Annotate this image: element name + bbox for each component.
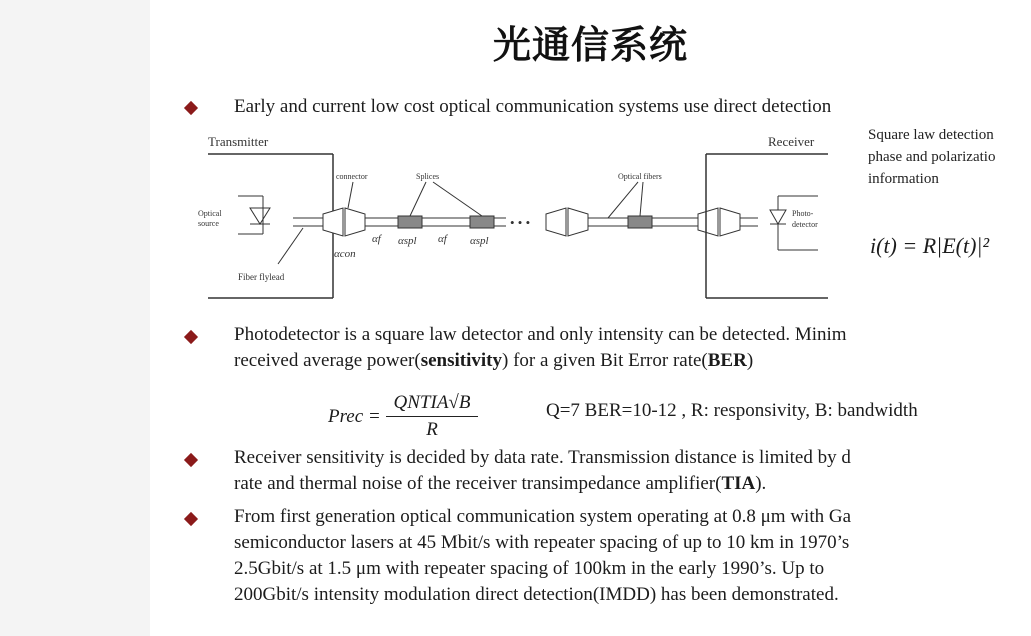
bullet-marker [184, 330, 198, 344]
bullet-marker [184, 453, 198, 467]
transmitter-label: Transmitter [208, 134, 269, 149]
bullet-marker [184, 512, 198, 526]
bullet-marker [184, 101, 198, 115]
connector-label: connector [336, 172, 368, 181]
alpha-con-label: αcon [334, 248, 356, 260]
note-line: information [868, 171, 939, 187]
connector-icon [323, 208, 343, 236]
square-law-note [868, 124, 995, 190]
optical-link-diagram [188, 124, 878, 314]
bullet-4-line-3: 2.5Gbit/s at 1.5 μm with repeater spacing of 100km in the early 1990’s. Up to [234, 558, 825, 579]
formula-denominator: R [426, 419, 438, 440]
receiver-label: Receiver [768, 134, 815, 149]
optical-source-label-1: Optical [198, 209, 222, 218]
bullet-3-line-1: Receiver sensitivity is decided by data rate. Transmission distance is limited by d [234, 447, 851, 468]
formula-parameters: Q=7 BER=10-12 , R: responsivity, B: bandwidth [546, 400, 918, 421]
bullet-2-line-2: received average power(sensitivity) for a given Bit Error rate(BER) [234, 350, 754, 371]
ellipsis-dots: • • • [510, 215, 531, 230]
formula-fraction [386, 392, 478, 441]
splices-label: Splices [416, 172, 440, 181]
optical-fibers-label: Optical fibers [618, 172, 662, 181]
photodetector-icon [770, 210, 786, 224]
alpha-f-label: αf [372, 233, 381, 245]
alpha-spl-label: αspl [470, 235, 489, 247]
optical-source-label-2: source [198, 219, 219, 228]
alpha-spl-label: αspl [398, 235, 417, 247]
alpha-f-label: αf [438, 233, 447, 245]
splice-icon [628, 216, 652, 228]
left-margin [0, 0, 150, 636]
laser-diode-icon [250, 208, 270, 224]
bullet-4-line-2: semiconductor lasers at 45 Mbit/s with repeater spacing of up to 10 km in 1970’s [234, 532, 850, 553]
photodetector-label-1: Photo- [792, 209, 814, 218]
note-line: Square law detection [868, 127, 994, 143]
slide [150, 0, 1031, 636]
note-line: phase and polarizatio [868, 149, 996, 165]
bullet-4-line-1: From first generation optical communication system operating at 0.8 μm with Ga [234, 506, 851, 527]
splice-icon [470, 216, 494, 228]
formula-lhs: Prec = [328, 406, 381, 427]
splice-icon [398, 216, 422, 228]
photodetector-label-2: detector [792, 220, 818, 229]
slide-title: 光通信系统 [492, 23, 688, 67]
bullet-1-text: Early and current low cost optical communication systems use direct detection [234, 96, 832, 117]
fiber-flylead-label: Fiber flylead [238, 272, 285, 282]
bullet-3-line-2: rate and thermal noise of the receiver transimpedance amplifier(TIA). [234, 473, 767, 494]
bullet-2-line-1: Photodetector is a square law detector and only intensity can be detected. Minim [234, 324, 847, 345]
formula-numerator: QNTIA√B [386, 392, 478, 417]
photocurrent-equation: i(t) = R|E(t)|² [870, 233, 990, 258]
bullet-4-line-4: 200Gbit/s intensity modulation direct detection(IMDD) has been demonstrated. [234, 584, 839, 605]
